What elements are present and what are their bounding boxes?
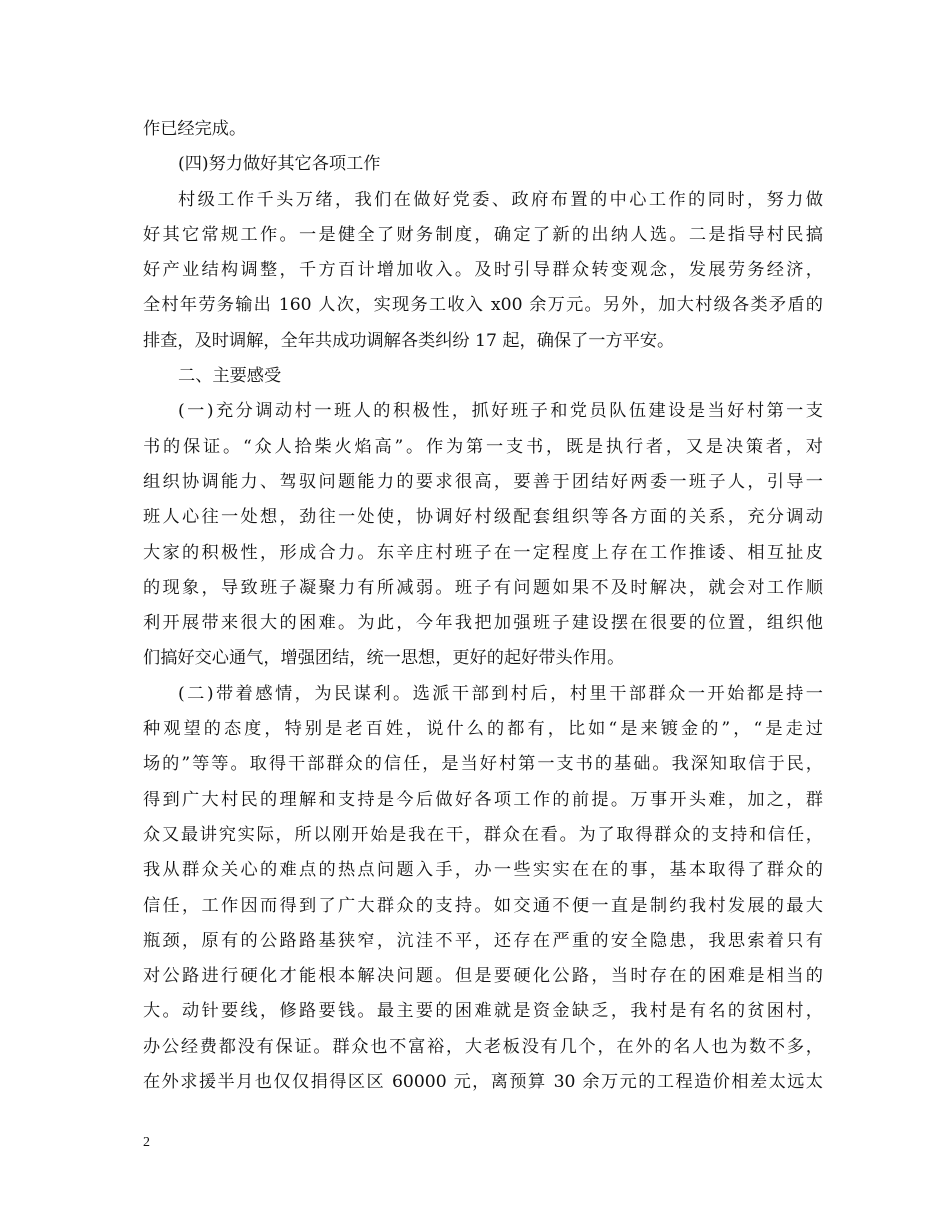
text-line: 信任，工作因而得到了广大群众的支持。如交通不便一直是制约我村发展的最大 [143, 895, 823, 916]
page-number: 2 [143, 1135, 150, 1150]
text-line: (二)带着感情，为民谋利。选派干部到村后，村里干部群众一开始都是持一 [178, 683, 823, 704]
text-line: 得到广大村民的理解和支持是今后做好各项工作的前提。万事开头难，加之，群 [143, 789, 823, 810]
text-line: 大家的积极性，形成合力。东辛庄村班子在一定程度上存在工作推诿、相互扯皮 [143, 542, 823, 563]
text-line: 种观望的态度，特别是老百姓，说什么的都有，比如“是来镀金的”，“是走过 [143, 719, 823, 740]
text-line: 作已经完成。 [143, 119, 247, 139]
text-line: 场的”等等。取得干部群众的信任，是当好村第一支书的基础。我深知取信于民， [143, 754, 823, 775]
text-line: 好其它常规工作。一是健全了财务制度，确定了新的出纳人选。二是指导村民搞 [143, 224, 823, 245]
text-line: 大。动针要线，修路要钱。最主要的困难就是资金缺乏，我村是有名的贫困村， [143, 1001, 823, 1022]
text-line: 利开展带来很大的困难。为此，今年我把加强班子建设摆在很要的位置，组织他 [143, 613, 823, 634]
text-line: 村级工作千头万绪，我们在做好党委、政府布置的中心工作的同时，努力做 [178, 189, 823, 210]
text-line: 的现象，导致班子凝聚力有所减弱。班子有问题如果不及时解决，就会对工作顺 [143, 577, 823, 598]
document-body [143, 112, 823, 1100]
text-line: 我从群众关心的难点的热点问题入手，办一些实实在在的事，基本取得了群众的 [143, 860, 823, 881]
text-line: (一)充分调动村一班人的积极性，抓好班子和党员队伍建设是当好村第一支 [178, 401, 823, 422]
text-line: 书的保证。“众人拾柴火焰高”。作为第一支书，既是执行者，又是决策者，对 [143, 436, 823, 457]
text-line: (四)努力做好其它各项工作 [178, 154, 381, 175]
text-line: 班人心往一处想，劲往一处使，协调好村级配套组织等各方面的关系，充分调动 [143, 507, 823, 528]
text-line: 瓶颈，原有的公路路基狭窄，沆洼不平，还存在严重的安全隐患，我思索着只有 [143, 930, 823, 951]
text-line: 排查，及时调解，全年共成功调解各类纠纷 17 起，确保了一方平安。 [143, 330, 675, 351]
text-line: 组织协调能力、驾驭问题能力的要求很高，要善于团结好两委一班子人，引导一 [143, 471, 823, 492]
text-line: 全村年劳务输出 160 人次，实现务工收入 x00 余万元。另外，加大村级各类矛盾的 [143, 295, 823, 316]
text-line: 众又最讲究实际，所以刚开始是我在干，群众在看。为了取得群众的支持和信任， [143, 824, 823, 845]
text-line: 们搞好交心通气，增强团结，统一思想，更好的起好带头作用。 [143, 648, 625, 669]
text-line: 在外求援半月也仅仅捐得区区 60000 元，离预算 30 余万元的工程造价相差太远太 [143, 1072, 823, 1093]
text-line: 二、主要感受 [178, 366, 282, 387]
text-line: 对公路进行硬化才能根本解决问题。但是要硬化公路，当时存在的困难是相当的 [143, 966, 823, 987]
text-line: 好产业结构调整，千方百计增加收入。及时引导群众转变观念，发展劳务经济， [143, 260, 823, 281]
text-line: 办公经费都没有保证。群众也不富裕，大老板没有几个，在外的名人也为数不多， [143, 1036, 823, 1057]
